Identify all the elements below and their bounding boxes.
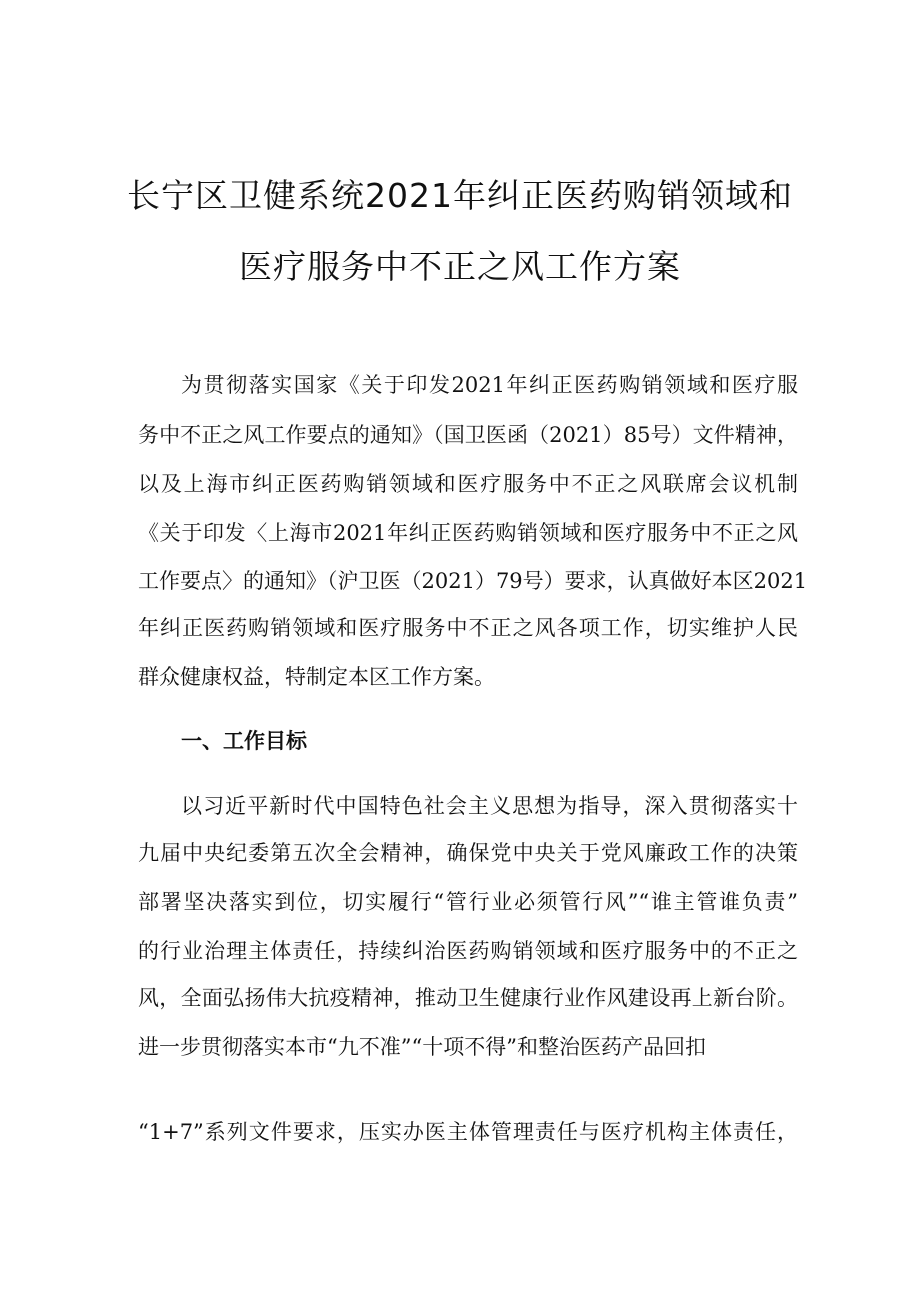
paragraph-1-line-7: 群众健康权益，特制定本区工作方案。 [138,665,495,689]
paragraph-2-line-6: 进一步贯彻落实本市“九不准”“十项不得”和整治医药产品回扣 [138,1035,706,1059]
paragraph-2-line-2: 九届中央纪委第五次全会精神，确保党中央关于党风廉政工作的决策 [138,841,798,865]
paragraph-2-line-5: 风，全面弘扬伟大抗疫精神，推动卫生健康行业作风建设再上新台阶。 [138,986,798,1010]
document-title-line-1: 长宁区卫健系统2021年纠正医药购销领域和 [127,176,793,215]
paragraph-2-line-1: 以习近平新时代中国特色社会主义思想为指导，深入贯彻落实十 [181,794,798,818]
paragraph-1-line-5: 工作要点〉的通知》（沪卫医（2021）79号）要求，认真做好本区2021 [138,569,808,593]
paragraph-1-line-1: 为贯彻落实国家《关于印发2021年纠正医药购销领域和医疗服 [181,373,798,397]
paragraph-2-line-4: 的行业治理主体责任，持续纠治医药购销领域和医疗服务中的不正之 [138,939,798,963]
paragraph-1-line-2: 务中不正之风工作要点的通知》（国卫医函（2021）85号）文件精神， [138,423,798,447]
paragraph-3-line-1: “1+7”系列文件要求，压实办医主体管理责任与医疗机构主体责任， [138,1120,798,1144]
paragraph-1-line-4: 《关于印发〈上海市2021年纠正医药购销领域和医疗服务中不正之风 [138,521,798,545]
document-title-line-2: 医疗服务中不正之风工作方案 [239,247,681,286]
section-heading-work-goals: 一、工作目标 [181,729,307,753]
paragraph-1-line-6: 年纠正医药购销领域和医疗服务中不正之风各项工作，切实维护人民 [138,616,798,640]
paragraph-1-line-3: 以及上海市纠正医药购销领域和医疗服务中不正之风联席会议机制 [138,472,798,496]
paragraph-2-line-3: 部署坚决落实到位，切实履行“管行业必须管行风”“谁主管谁负责” [138,890,798,914]
